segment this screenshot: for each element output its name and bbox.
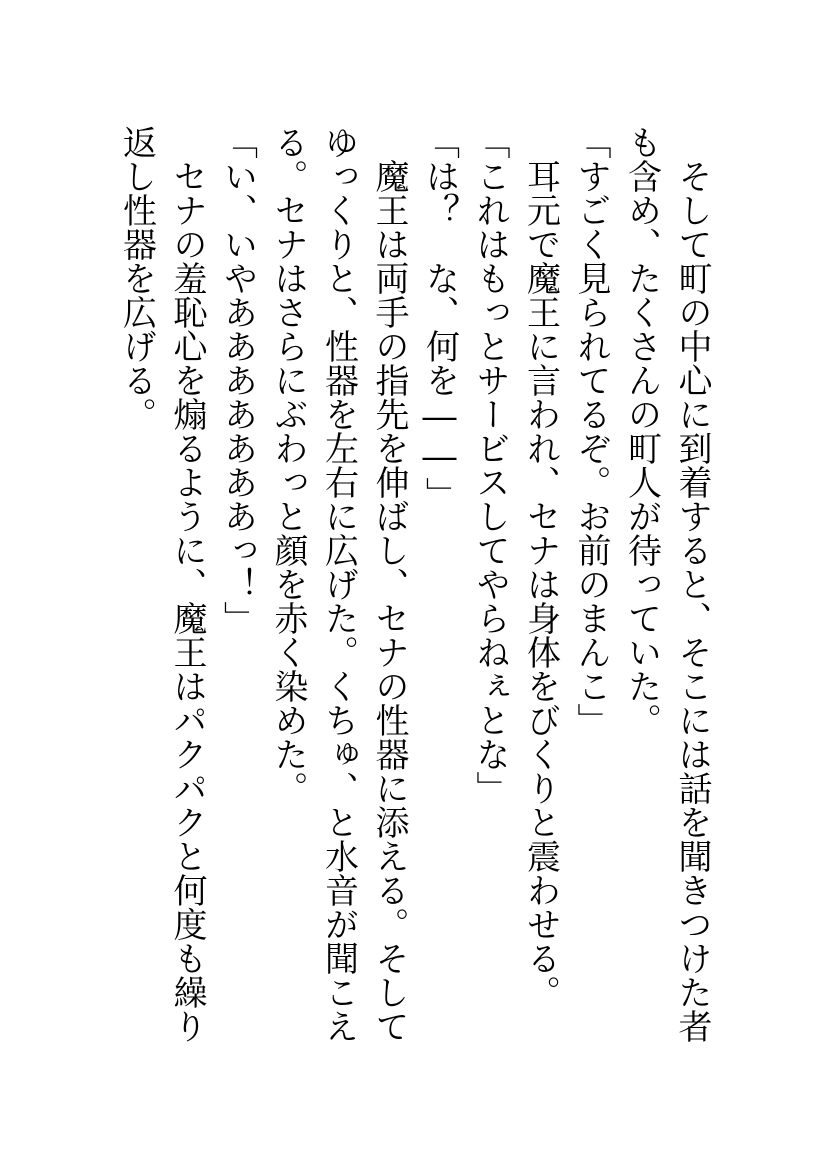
paragraph-6: 魔王は両手の指先を伸ばし、セナの性器に添える。そしてゆっくりと、性器を左右に広げた。くちゅ、と水音が聞こえる。セナはさらにぶわっと顔を赤く染めた。 (268, 125, 409, 1043)
vertical-text-body (111, 125, 717, 1075)
paragraph-5: 「は？ な、何を――」 (419, 125, 460, 511)
paragraph-2: 「すごく見られてるぞ。お前のまんこ」 (571, 125, 611, 737)
paragraph-8: セナの羞恥心を煽るように、魔王はパクパクと何度も繰り返し性器を広げる。 (116, 125, 207, 1043)
paragraph-3: 耳元で魔王に言われ、セナは身体をびくりと震わせる。 (520, 125, 561, 1009)
paragraph-4: 「これはもっとサービスしてやらねぇとな」 (470, 125, 510, 805)
paragraph-1: そして町の中心に到着すると、そこには話を聞きつけた者も含め、たくさんの町人が待っていた。 (621, 125, 712, 1043)
paragraph-7: 「い、いやあああああああっ！」 (217, 125, 258, 635)
